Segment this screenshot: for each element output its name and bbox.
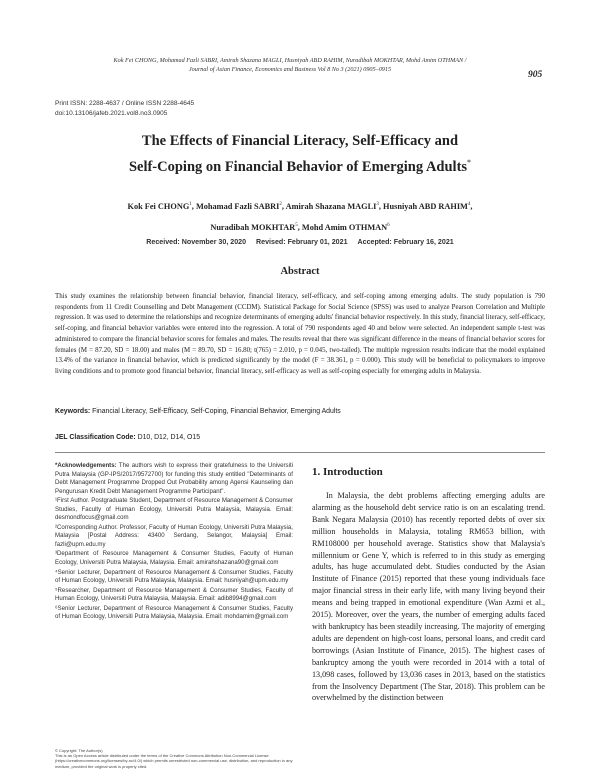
author-affiliation-mark: 4 — [467, 202, 471, 207]
submission-dates — [60, 238, 540, 246]
footnotes — [55, 462, 293, 623]
running-header-authors: Kok Fei CHONG, Mohamad Fazli SABRI, Amirah Shazana MAGLI, Husniyah ABD RAHIM, Nuradibah MOKHTAR, Mohd Amim OTHMAN / — [113, 57, 467, 64]
copyright-line: © Copyright: The Author(s) — [55, 748, 103, 753]
author-line-2: Nuradibah MOKHTAR$^5$, Mohd Amim OTHMAN$^6$ — [210, 222, 390, 232]
accepted-date: Accepted: February 16, 2021 — [357, 238, 454, 246]
author-name: Nuradibah MOKHTAR — [210, 222, 296, 232]
footnote-author-4: ⁴Senior Lecturer, Department of Resource Management & Consumer Studies, Faculty of Human Ecology, Universiti Putra Malaysia, Malaysia. Email: husniyah@upm.edu.my — [55, 568, 293, 585]
author-affiliation-mark: 5 — [295, 222, 298, 228]
footnote-author-3: ³Department of Resource Management & Consumer Studies, Faculty of Human Ecology, Universiti Putra Malaysia, Malaysia. Email: amirahshazana90@gmail.com — [55, 550, 293, 567]
author-list — [60, 195, 540, 237]
issn-line: Print ISSN: 2288-4637 / Online ISSN 2288-4645 — [55, 100, 195, 107]
keywords-label: Keywords: — [55, 408, 91, 415]
author-affiliation-mark: 2 — [279, 202, 282, 207]
copyright-notice — [55, 748, 295, 769]
introduction-body: In Malaysia, the debt problems affecting emerging adults are alarming as the household debt service ratio is on an escalating trend. Bank Negara Malaysia (2010) has recently reported debts of over six million households in Malaysia, totaling RM653 billion, with RM108000 per household average. Statistics show that Malaysia's millennium or Gene Y, which is referred to in this study as emerging adults, has huge accumulated debt. Studies conducted by the Asian Institute of Finance (2015) reported that these young individuals face major financial stress in their early life, with many living beyond their means and being trapped in emotional expenditure (Wan Azmi et al., 2015). Moreover, over the years, the number of emerging adults faced with bankruptcy has been steadily increasing. The majority of emerging adults are dependent on high-cost loans, personal loans, and credit card borrowings (Asian Institute of Finance, 2015). The highest cases of bankruptcy among the youth were recorded in 2014 with a total of 13,098 cases, followed by 13,036 cases in 2013, based on the statistics from the Insolvency Department (The Star, 2018). This problem can be overwhelmed by the distinction between — [312, 491, 545, 703]
author-name: Kok Fei CHONG — [127, 201, 190, 211]
footnote-author-6: ⁶Senior Lecturer, Department of Resource Management & Consumer Studies, Faculty of Human Ecology, Universiti Putra Malaysia, Malaysia. Email: mohdamim@gmail.com — [55, 604, 293, 621]
author-name: Mohd Amim OTHMAN — [301, 222, 388, 232]
page-number: 905 — [528, 70, 543, 80]
author-name: Amirah Shazana MAGLI — [285, 201, 377, 211]
footnote-heading: *Acknowledgements: — [55, 462, 117, 469]
jel-codes — [55, 434, 545, 441]
footnote-text: The authors wish to express their gratefulness to the Universiti Putra Malaysia (GP-IPS/2017/9572700) for funding this study entitled "Determinants of Debt Management Programme Dropped Out Probability among Agensi Kaunseling dan Pengurusan Kredit Debt Management Programme Participant". — [55, 462, 293, 495]
author-line-1: Kok Fei CHONG$^1$, Mohamad Fazli SABRI$^2$, Amirah Shazana MAGLI$^3$, Husniyah ABD RAHIM$^4$, — [127, 201, 473, 211]
footnote-author-1: ¹First Author. Postgraduate Student, Department of Resource Management & Consumer Studies, Faculty of Human Ecology, Universiti Putra Malaysia, Malaysia. Email: desmondfocus@gmail.com — [55, 497, 293, 522]
footnote-acknowledgements — [55, 462, 293, 496]
section-divider — [55, 452, 545, 453]
author-name: Mohamad Fazli SABRI — [195, 201, 280, 211]
title-line-1: The Effects of Financial Literacy, Self-Efficacy and — [141, 133, 459, 149]
keywords-text: Financial Literacy, Self-Efficacy, Self-Coping, Financial Behavior, Emerging Adults — [92, 408, 341, 415]
footnote-author-5: ⁵Researcher, Department of Resource Management & Consumer Studies, Faculty of Human Ecology, Universiti Putra Malaysia, Malaysia. Email: adib8994@gmail.com — [55, 586, 293, 603]
keywords — [55, 408, 545, 415]
identifiers — [55, 99, 194, 119]
title-line-2-text: Self-Coping on Financial Behavior of Emerging Adults — [128, 158, 468, 175]
abstract-body: This study examines the relationship between financial behavior, financial literacy, self-efficacy, and self-coping among emerging adults. The study population is 790 respondents from 11 Credit Counselling and Debt Management (CCDM). Statistical Package for Social Science (SPSS) was used to analyze Pearson Correlation and Multiple regression. It was used to determine the relationships and recognize determinants of emerging adults' financial behavior respectively. In this study, financial literacy, self-efficacy, self-coping, and financial behavior variables were entered into the regression. A total of 790 respondents aged 40 and below were selected. An independent sample t-test was administered to compare the financial behavior scores for females and males. The results reveal that there was significant difference in the means of financial behavior scores for females (M = 87.20, SD = 18.00) and males (M = 89.70, SD = 16.80; t(765) = 2.010, p = 0.045, two-tailed). The multiple regression results indicate that the model explained 13.4% of the variance in financial behavior, which is predicted significantly by the model (F = 38.361, p = 0.000). This study will be beneficial to policymakers to improve living conditions and to promote good financial behavior, financial literacy, self-efficacy as well as self-coping especially for emerging adults in Malaysia. — [55, 293, 545, 375]
doi-line: doi:10.13106/jafeb.2021.vol8.no3.0905 — [55, 110, 168, 117]
title-footnote-mark: * — [467, 158, 472, 167]
license-text: This is an Open Access article distributed under the terms of the Creative Commons Attribution Non-Commercial License (https://creativecommons.org/licenses/by-nc/4.0/) which permits unrestricted non-commercial use, distribution, and reproduction in any medium, provided the original work is properly cited. — [55, 753, 293, 769]
introduction-heading: 1. Introduction — [312, 466, 383, 478]
running-header-journal: Journal of Asian Finance, Economics and Business Vol 8 No 3 (2021) 0905–0915 — [188, 66, 392, 73]
running-header — [60, 56, 520, 74]
received-date: Received: November 30, 2020 — [146, 238, 247, 246]
title-line-2 — [60, 152, 540, 178]
author-affiliation-mark: 1 — [189, 202, 192, 207]
author-affiliation-mark: 3 — [376, 202, 379, 207]
footnote-author-2: ²Corresponding Author. Professor, Faculty of Human Ecology, Universiti Putra Malaysia, Malaysia [Postal Address: 43400 Serdang, Selangor, Malaysia] Email: fazli@upm.edu.my — [55, 523, 293, 548]
author-name: Husniyah ABD RAHIM — [383, 201, 468, 211]
jel-label: JEL Classification Code: — [55, 434, 136, 441]
paper-title — [60, 130, 540, 178]
author-affiliation-mark: 6 — [387, 222, 390, 228]
revised-date: Revised: February 01, 2021 — [256, 238, 348, 246]
jel-text: D10, D12, D14, O15 — [137, 434, 201, 441]
abstract-heading: Abstract — [280, 266, 320, 277]
